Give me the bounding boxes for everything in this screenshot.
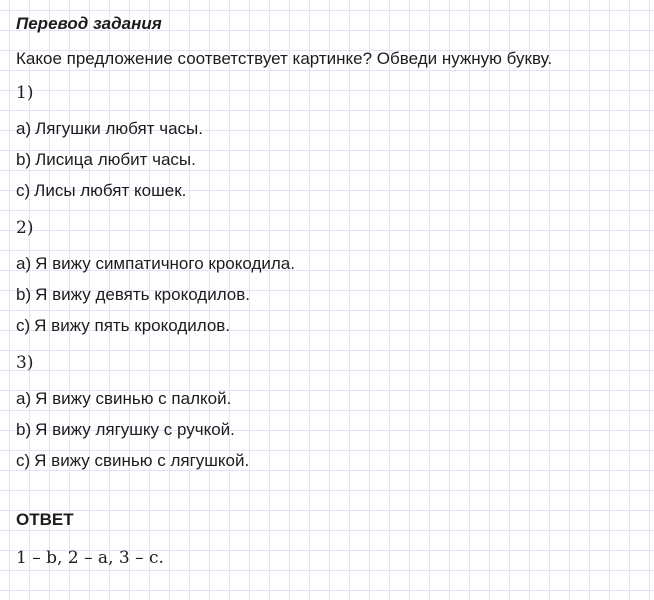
option-text: Я вижу пять крокодилов. [34,316,231,335]
section-2-number: 2) [16,218,34,238]
option-label: c) [16,316,31,335]
option-label: a) [16,389,32,408]
option-item [16,248,638,279]
option-item [16,414,638,445]
option-item [16,445,638,476]
option-label: c) [16,451,31,470]
option-item [16,113,638,144]
option-label: a) [16,254,32,273]
option-text: Я вижу девять крокодилов. [35,285,251,304]
section-1-options [16,113,638,206]
task-question: Какое предложение соответствует картинке? Обведи нужную букву. [16,49,553,68]
answer-value: 1 – b, 2 – a, 3 – c. [16,548,164,568]
section-3-options [16,383,638,476]
option-item [16,144,638,175]
option-text: Я вижу симпатичного крокодила. [35,254,295,273]
section-3-number: 3) [16,353,34,373]
option-text: Я вижу свинью с лягушкой. [34,451,250,470]
option-label: b) [16,150,32,169]
option-label: c) [16,181,31,200]
option-label: b) [16,285,32,304]
option-text: Лисы любят кошек. [34,181,187,200]
option-item [16,310,638,341]
option-text: Я вижу лягушку с ручкой. [35,420,235,439]
option-item [16,383,638,414]
option-text: Лисица любит часы. [35,150,196,169]
page-title: Перевод задания [16,14,162,33]
option-text: Лягушки любят часы. [35,119,203,138]
option-label: a) [16,119,32,138]
answer-heading: ОТВЕТ [16,510,74,529]
option-label: b) [16,420,32,439]
section-2-options [16,248,638,341]
section-1-number: 1) [16,83,34,103]
option-text: Я вижу свинью с палкой. [35,389,232,408]
option-item [16,279,638,310]
option-item [16,175,638,206]
